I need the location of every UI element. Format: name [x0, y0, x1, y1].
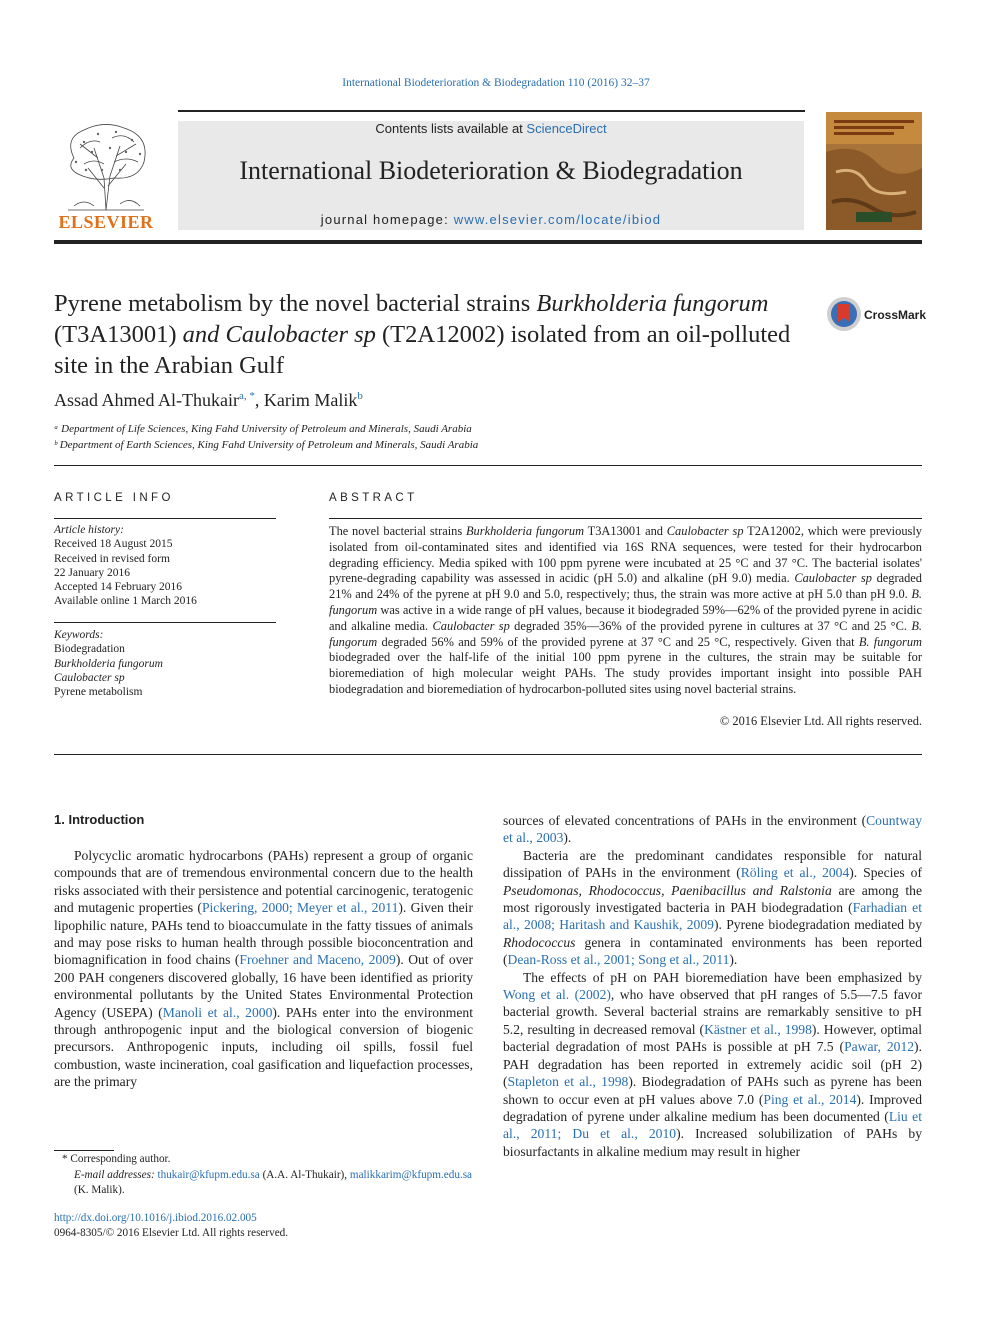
author-list: Assad Ahmed Al-Thukair$^{a, *}$, Karim Malik$^b$: [54, 390, 363, 410]
citation-link[interactable]: Farhadian et al., 2008; Haritash and Kaushik, 2009: [503, 900, 922, 933]
divider: [54, 622, 276, 623]
abstract-text: The novel bacterial strains Burkholderia fungorum T3A13001 and Caulobacter sp T2A12002, which were previously isolated from oil-contaminated sites and identified via 16S RNA sequences, were tested for their hydrocarbon degrading efficiency. Media spiked with 100 ppm pyrene were incubated at 25 °C and 37 °C. The bacterial isolates' pyrene-degrading capability was assessed in acidic (pH 5.0) and alkaline (pH 9.0) media. Caulobacter sp degraded 21% and 24% of the pyrene at pH 9.0 and 5.0, respectively; thus, the strain was more active at pH 5.0 than pH 9.0. B. fungorum was active in a wide range of pH values, because it biodegraded 59%—62% of the provided pyrene in acidic and alkaline media. Caulobacter sp degraded 35%—36% of the provided pyrene in cultures at 37 °C and 25 °C. B. fungorum degraded 56% and 59% of the provided pyrene at 37 °C and 25 °C, respectively. Given that B. fungorum biodegraded over the half-life of the initial 100 ppm pyrene in the cultures, the strain may be suitable for bioremediation of high molecular weight PAHs. The study provides important insight into possible PAH biodegradation and bioremediation of hydrocarbon-polluted sites using novel bacterial strains.: [329, 524, 922, 696]
article-info-heading: ARTICLE INFO: [54, 492, 174, 504]
issn-copyright: 0964-8305/© 2016 Elsevier Ltd. All rights reserved.: [54, 1227, 289, 1239]
doi-link[interactable]: http://dx.doi.org/10.1016/j.ibiod.2016.02.005: [54, 1212, 257, 1224]
journal-citation[interactable]: International Biodeterioration & Biodegradation 110 (2016) 32–37: [342, 77, 650, 89]
citation-link[interactable]: Pickering, 2000; Meyer et al., 2011: [201, 900, 399, 916]
author-name: Karim Malik: [263, 390, 358, 410]
abstract-heading: ABSTRACT: [329, 492, 418, 504]
email-link[interactable]: thukair@kfupm.edu.sa: [157, 1168, 260, 1181]
history-item: Received in revised form: [54, 552, 170, 565]
email-addresses: E-mail addresses: thukair@kfupm.edu.sa (A.A. Al-Thukair), malikkarim@kfupm.edu.sa (K. Malik).: [74, 1168, 473, 1196]
sciencedirect-link[interactable]: ScienceDirect: [526, 121, 607, 136]
journal-title: International Biodeterioration & Biodegradation: [239, 156, 743, 185]
citation-link[interactable]: Pawar, 2012: [844, 1039, 915, 1055]
email-link[interactable]: malikkarim@kfupm.edu.sa: [349, 1168, 473, 1181]
body-column-left: [54, 847, 473, 1091]
article-history: [54, 523, 276, 609]
contents-line: Contents lists available at ScienceDirect: [375, 121, 607, 136]
header-rule-top: [178, 110, 805, 112]
body-column-right: [503, 812, 922, 1160]
footnotes: [54, 1152, 473, 1199]
paragraph: sources of elevated concentrations of PAHs in the environment (Countway et al., 2003).: [503, 813, 922, 846]
history-item: Accepted 14 February 2016: [54, 581, 183, 594]
footnote-rule: [54, 1150, 114, 1151]
citation-link[interactable]: Manoli et al., 2000: [162, 1004, 273, 1020]
affiliation-a: ᵃ Department of Life Sciences, King Fahd University of Petroleum and Minerals, Saudi Arabia: [54, 423, 472, 435]
abstract-copyright: © 2016 Elsevier Ltd. All rights reserved.: [719, 714, 922, 728]
journal-homepage-line: journal homepage: www.elsevier.com/locate/ibiod: [320, 212, 662, 227]
citation-link[interactable]: Liu et al., 2011; Du et al., 2010: [503, 1108, 922, 1142]
citation-link[interactable]: Kästner et al., 1998: [704, 1021, 812, 1037]
divider: [54, 465, 922, 466]
keyword: Biodegradation: [54, 643, 125, 656]
citation-link[interactable]: Ping et al., 2014: [763, 1091, 857, 1107]
keyword: Burkholderia fungorum: [54, 657, 163, 670]
paragraph: Polycyclic aromatic hydrocarbons (PAHs) represent a group of organic compounds that are of tremendous environmental concern due to the health risks associated with their persistence and potential carcinogenic, teratogenic and mutagenic properties (Pickering, 2000; Meyer et al., 2011). Given their lipophilic nature, PAHs tend to bioaccumulate in the fatty tissues of animals and may pose risks to human health through possible bioconcentration and biomagnification in food chains (Froehner and Maceno, 2009). Out of over 200 PAH congeners discovered globally, 16 have been identified as priority environmental pollutants by the United States Environmental Protection Agency (USEPA) (Manoli et al., 2000). PAHs enter into the environment through anthropogenic input and the biological conversion of biogenic precursors. Anthropogenic inputs, including oil spills, fossil fuel combustion, waste incineration, coal gasification and liquefaction processes, are the primary: [54, 848, 473, 1090]
citation-link[interactable]: Dean-Ross et al., 2001; Song et al., 2011: [507, 952, 730, 968]
corresponding-author-note: * Corresponding author.: [62, 1153, 171, 1165]
paragraph: The effects of pH on PAH bioremediation have been emphasized by Wong et al. (2002), who have observed that pH ranges of 5.5—7.5 favor bacterial growth. Several bacterial strains are remarkably sensitive to pH 5.2, resulting in decreased removal (Kästner et al., 1998). However, optimal bacterial degradation of most PAHs is possible at pH 7.5 (Pawar, 2012). PAH degradation has been reported in extremely acidic soil (pH 2) (Stapleton et al., 1998). Biodegradation of PAHs such as pyrene has been shown to occur even at pH values above 7.0 (Ping et al., 2014). Improved degradation of pyrene under alkaline medium has been documented (Liu et al., 2011; Du et al., 2010). Increased solubilization of PAHs by biosurfactants in alkaline medium may result in higher: [503, 969, 923, 1159]
divider: [329, 518, 922, 519]
history-item: Received 18 August 2015: [54, 538, 173, 551]
history-item: 22 January 2016: [54, 566, 131, 579]
section-heading-introduction: 1. Introduction: [54, 812, 145, 827]
article-history-label: Article history:: [54, 524, 124, 536]
journal-cover-image[interactable]: [826, 112, 922, 230]
crossmark-label[interactable]: CrossMark: [864, 308, 927, 322]
paragraph: Bacteria are the predominant candidates responsible for natural dissipation of PAHs in the environment (Röling et al., 2004). Species of Pseudomonas, Rhodococcus, Paenibacillus and Ralstonia are among the most rigorously investigated bacteria in PAH biodegradation (Farhadian et al., 2008; Haritash and Kaushik, 2009). Pyrene biodegradation mediated by Rhodococcus genera in contaminated environments has been reported (Dean-Ross et al., 2001; Song et al., 2011).: [503, 847, 923, 968]
journal-homepage-link[interactable]: www.elsevier.com/locate/ibiod: [453, 212, 662, 227]
keywords-label: Keywords:: [54, 629, 104, 641]
citation-link[interactable]: Countway et al., 2003: [503, 813, 922, 846]
citation-link[interactable]: Wong et al. (2002): [503, 987, 611, 1003]
citation-link[interactable]: Stapleton et al., 1998: [507, 1074, 629, 1090]
citation-link[interactable]: Froehner and Maceno, 2009: [239, 952, 396, 968]
author-name: Assad Ahmed Al-Thukair: [54, 390, 239, 410]
header-rule-bottom: [54, 240, 922, 244]
keywords: [54, 628, 276, 699]
author-affiliation-marker[interactable]: a, *: [238, 390, 255, 402]
divider: [54, 518, 276, 519]
keyword: Caulobacter sp: [54, 671, 125, 684]
affiliation-b: ᵇ Department of Earth Sciences, King Fahd University of Petroleum and Minerals, Saudi Arabia: [54, 439, 479, 451]
history-item: Available online 1 March 2016: [54, 595, 197, 608]
elsevier-wordmark: ELSEVIER: [58, 212, 154, 232]
divider: [54, 754, 922, 755]
article-title: Pyrene metabolism by the novel bacterial strains Burkholderia fungorum (T3A13001) and Caulobacter sp (T2A12002) isolated from an oil-polluted site in the Arabian Gulf: [54, 290, 791, 379]
citation-link[interactable]: Röling et al., 2004: [740, 865, 850, 881]
keyword: Pyrene metabolism: [54, 686, 143, 699]
author-affiliation-marker[interactable]: b: [357, 390, 363, 402]
